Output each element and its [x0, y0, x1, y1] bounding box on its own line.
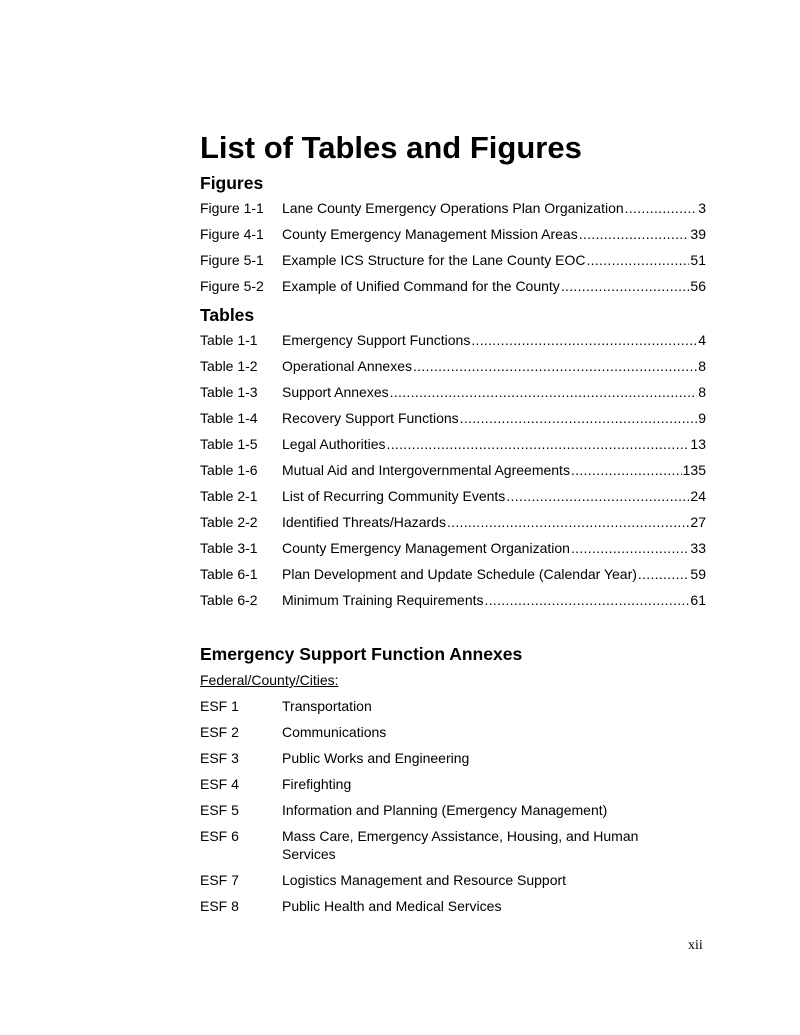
table-entry-page: 61 — [690, 592, 706, 608]
table-entry-number: Table 1-6 — [200, 462, 258, 478]
esf-annexes-subheading: Federal/County/Cities: — [200, 672, 339, 688]
table-entry-title: List of Recurring Community Events — [282, 488, 506, 504]
figure-entry-number: Figure 5-2 — [200, 278, 264, 294]
figure-entry-title: Example of Unified Command for the County — [282, 278, 560, 294]
table-entry-title: County Emergency Management Organization — [282, 540, 570, 556]
tables-heading: Tables — [200, 305, 255, 325]
dot-leader — [485, 587, 690, 613]
figure-entry-title: Lane County Emergency Operations Plan Organization — [282, 200, 624, 216]
table-entry-number: Table 1-5 — [200, 436, 258, 452]
figure-entry[interactable] — [200, 247, 706, 273]
page-number: xii — [688, 938, 703, 953]
dot-leader — [390, 379, 698, 405]
table-entry-title: Minimum Training Requirements — [282, 592, 484, 608]
table-entry[interactable] — [200, 379, 706, 405]
esf-code: ESF 4 — [200, 776, 239, 792]
dot-leader — [460, 405, 698, 431]
table-entry-number: Table 3-1 — [200, 540, 258, 556]
figure-entry-page: 39 — [690, 226, 706, 242]
table-entry-title: Legal Authorities — [282, 436, 386, 452]
table-entry[interactable] — [200, 587, 706, 613]
table-entry-number: Table 1-1 — [200, 332, 258, 348]
table-entry-number: Table 1-4 — [200, 410, 258, 426]
table-entry[interactable] — [200, 535, 706, 561]
figure-entry[interactable] — [200, 195, 706, 221]
esf-name: Public Health and Medical Services — [282, 898, 502, 914]
table-entry-title: Plan Development and Update Schedule (Calendar Year) — [282, 566, 637, 582]
table-entry[interactable] — [200, 561, 706, 587]
esf-entry[interactable] — [200, 797, 706, 823]
table-entry-number: Table 6-2 — [200, 592, 258, 608]
table-entry-page: 24 — [690, 488, 706, 504]
table-entry-page: 9 — [698, 410, 706, 426]
dot-leader — [561, 273, 690, 299]
table-entry-number: Table 2-2 — [200, 514, 258, 530]
figure-entry-number: Figure 5-1 — [200, 252, 264, 268]
esf-entry[interactable] — [200, 867, 706, 893]
figure-entry-number: Figure 1-1 — [200, 200, 264, 216]
esf-code: ESF 7 — [200, 872, 239, 888]
table-entry[interactable] — [200, 483, 706, 509]
esf-code: ESF 5 — [200, 802, 239, 818]
esf-code: ESF 8 — [200, 898, 239, 914]
dot-leader — [506, 483, 689, 509]
esf-name: Mass Care, Emergency Assistance, Housing, and Human Services — [282, 828, 639, 862]
table-entry-number: Table 1-3 — [200, 384, 258, 400]
table-entry[interactable] — [200, 405, 706, 431]
figure-entry-page: 56 — [690, 278, 706, 294]
table-entry-number: Table 2-1 — [200, 488, 258, 504]
table-entry[interactable] — [200, 431, 706, 457]
figure-entry[interactable] — [200, 273, 706, 299]
esf-code: ESF 2 — [200, 724, 239, 740]
dot-leader — [638, 561, 690, 587]
table-entry-page: 135 — [682, 462, 706, 478]
table-entry-title: Operational Annexes — [282, 358, 412, 374]
esf-entry[interactable] — [200, 771, 706, 797]
table-entry[interactable] — [200, 327, 706, 353]
esf-name: Logistics Management and Resource Support — [282, 872, 567, 888]
dot-leader — [625, 195, 698, 221]
esf-name: Communications — [282, 724, 387, 740]
table-entry[interactable] — [200, 353, 706, 379]
figure-entry-number: Figure 4-1 — [200, 226, 264, 242]
table-entry-page: 27 — [690, 514, 706, 530]
table-entry-page: 8 — [698, 358, 706, 374]
esf-name: Public Works and Engineering — [282, 750, 470, 766]
dot-leader — [579, 221, 690, 247]
esf-code: ESF 1 — [200, 698, 239, 714]
esf-name: Information and Planning (Emergency Management) — [282, 802, 608, 818]
table-entry-number: Table 1-2 — [200, 358, 258, 374]
table-entry-page: 8 — [698, 384, 706, 400]
table-entry-title: Support Annexes — [282, 384, 389, 400]
figure-entry-title: County Emergency Management Mission Areas — [282, 226, 578, 242]
figure-entry-page: 51 — [690, 252, 706, 268]
esf-list — [200, 693, 706, 919]
esf-entry[interactable] — [200, 719, 706, 745]
tables-list — [200, 327, 706, 613]
figure-entry-title: Example ICS Structure for the Lane County EOC — [282, 252, 586, 268]
figure-entry-page: 3 — [698, 200, 706, 216]
dot-leader — [571, 535, 689, 561]
table-entry[interactable] — [200, 509, 706, 535]
table-entry-title: Mutual Aid and Intergovernmental Agreements — [282, 462, 570, 478]
table-entry-number: Table 6-1 — [200, 566, 258, 582]
table-entry-title: Identified Threats/Hazards — [282, 514, 446, 530]
document-page — [200, 128, 706, 919]
dot-leader — [413, 353, 697, 379]
page-title: List of Tables and Figures — [200, 130, 582, 165]
figures-heading: Figures — [200, 173, 264, 193]
esf-entry[interactable] — [200, 693, 706, 719]
esf-entry[interactable] — [200, 893, 706, 919]
esf-annexes-heading: Emergency Support Function Annexes — [200, 644, 523, 664]
dot-leader — [471, 327, 697, 353]
table-entry-page: 33 — [690, 540, 706, 556]
table-entry-page: 13 — [690, 436, 706, 452]
table-entry-page: 59 — [690, 566, 706, 582]
table-entry-title: Emergency Support Functions — [282, 332, 471, 348]
esf-code: ESF 6 — [200, 828, 239, 844]
table-entry-title: Recovery Support Functions — [282, 410, 459, 426]
dot-leader — [571, 457, 682, 483]
dot-leader — [447, 509, 689, 535]
figure-entry[interactable] — [200, 221, 706, 247]
esf-entry[interactable] — [200, 745, 706, 771]
dot-leader — [586, 247, 689, 273]
esf-name: Transportation — [282, 698, 372, 714]
figures-list — [200, 195, 706, 299]
dot-leader — [387, 431, 690, 457]
esf-name: Firefighting — [282, 776, 352, 792]
esf-entry[interactable] — [200, 823, 706, 867]
table-entry[interactable] — [200, 457, 706, 483]
esf-code: ESF 3 — [200, 750, 239, 766]
table-entry-page: 4 — [698, 332, 706, 348]
